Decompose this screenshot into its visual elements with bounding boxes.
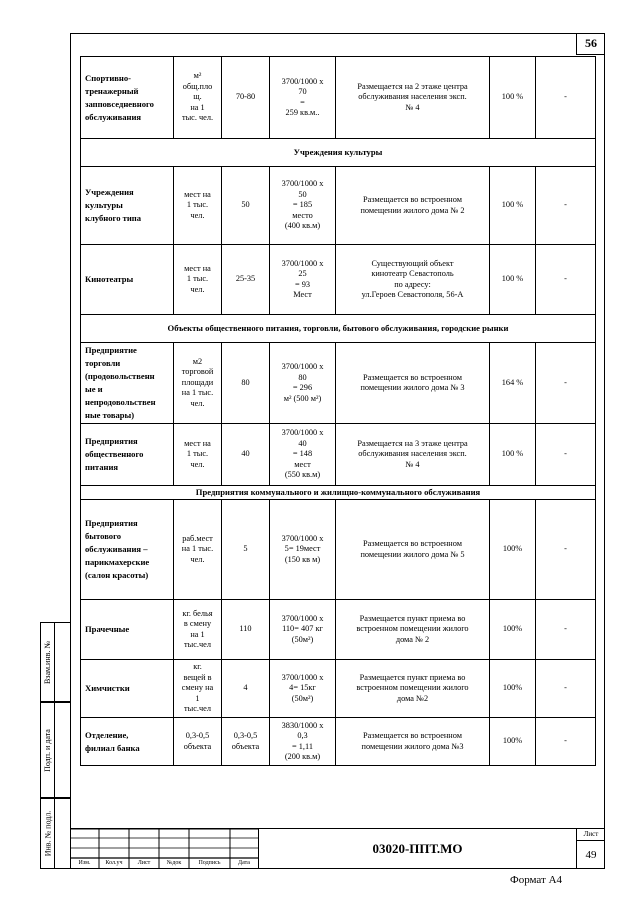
unit-cell-line: мест на <box>184 189 211 199</box>
placement-cell <box>336 424 490 486</box>
facility-name-line: Предприятия <box>85 436 138 446</box>
calculation-cell-line: (200 кв.м) <box>284 752 321 761</box>
unit-cell <box>174 424 222 486</box>
norm-cell: 25-35 <box>222 245 270 315</box>
unit-cell-line: 0,3-0,5 <box>185 731 210 740</box>
facility-name-line: торговли <box>85 358 121 368</box>
note-cell: - <box>536 500 596 600</box>
placement-cell <box>336 500 490 600</box>
section-row <box>81 486 596 500</box>
facility-name-line: общественного <box>85 449 144 459</box>
calculation-cell-line: 3700/1000 х <box>281 672 324 682</box>
unit-cell-line: тыс.чел <box>184 704 211 714</box>
unit-cell-line: в смену <box>183 619 212 628</box>
facility-name-line: тренажерный <box>85 85 139 96</box>
placement-cell-line: Размещается во встроенном <box>362 195 462 204</box>
facility-name <box>81 660 174 718</box>
placement-cell <box>336 245 490 315</box>
calculation-cell <box>270 57 336 139</box>
section-title: Предприятия коммунального и жилищно-коммунального обслуживания <box>81 486 596 500</box>
placement-cell-line: Размещается во встроенном <box>362 539 462 548</box>
note-cell: - <box>536 343 596 424</box>
placement-cell-line: Размещается пункт приема во <box>359 613 466 623</box>
calculation-cell-line: место <box>292 210 313 220</box>
provision-percent: 100% <box>490 600 536 660</box>
calculation-cell-line: 80 <box>298 372 307 382</box>
provision-percent: 100% <box>490 660 536 718</box>
placement-cell-line: Размещается во встроенном <box>362 372 462 382</box>
placement-cell-line: Размещается на 2 этаже центра <box>357 81 468 91</box>
placement-cell-line: дома № 2 <box>395 634 430 644</box>
document-code: 03020-ППТ.МО <box>258 828 576 869</box>
calculation-cell-line: = 93 <box>294 279 311 289</box>
placement-cell-line: дома №2 <box>396 693 429 703</box>
calculation-cell-line: 3700/1000 х <box>281 76 324 86</box>
calculation-cell <box>270 343 336 424</box>
facility-name-line: Спортивно- <box>85 72 132 83</box>
norm-cell: 0,3-0,5 объекта <box>222 718 270 766</box>
calculation-cell-line: 40 <box>298 438 307 448</box>
calculation-cell-line: 3700/1000 х <box>281 362 324 371</box>
facility-name-line: питания <box>85 462 119 472</box>
facility-name-line: филиал банка <box>85 742 140 753</box>
provision-percent: 100 % <box>490 167 536 245</box>
section-row <box>81 315 596 343</box>
facility-name-line: бытового <box>85 531 122 541</box>
calculation-cell-line: м² (500 м²) <box>283 393 322 403</box>
table-row <box>81 167 596 245</box>
facility-name-line: Предприятие <box>85 345 137 355</box>
calculation-cell-line: (550 кв.м) <box>284 470 321 480</box>
stamp-vzam-inv <box>40 622 70 702</box>
note-cell: - <box>536 424 596 486</box>
unit-cell-line: тыс. чел. <box>181 113 214 123</box>
provision-percent: 100 % <box>490 245 536 315</box>
table-row <box>81 245 596 315</box>
table-row <box>81 343 596 424</box>
facility-name <box>81 245 174 315</box>
facility-name <box>81 167 174 245</box>
sheet-box <box>576 828 605 869</box>
facility-name-line: Прачечные <box>85 624 130 634</box>
placement-cell <box>336 167 490 245</box>
unit-cell <box>174 660 222 718</box>
unit-cell-line: кг. белья <box>182 608 213 618</box>
provision-percent: 100% <box>490 500 536 600</box>
section-title: Объекты общественного питания, торговли, бытового обслуживания, городские рынки <box>81 315 596 343</box>
norm-cell: 50 <box>222 167 270 245</box>
note-cell: - <box>536 600 596 660</box>
table-row <box>81 600 596 660</box>
calculation-cell-line: (400 кв.м) <box>284 221 321 231</box>
title-block-column-header: №док <box>166 860 182 866</box>
sheet-label: Лист <box>577 829 605 841</box>
facility-name-line: непродовольствен <box>85 397 156 407</box>
placement-cell-line: № 4 <box>405 459 420 469</box>
calculation-cell-line: 5= 19мест <box>284 544 321 554</box>
title-block-column-header: Изм. <box>78 860 91 866</box>
facility-name-line: (салон красоты) <box>85 570 149 580</box>
unit-cell-line: на 1 <box>190 102 205 112</box>
unit-cell-line: раб.мест <box>182 533 213 543</box>
title-block-column-header: Лист <box>137 860 151 866</box>
table-row <box>81 424 596 486</box>
calculation-cell-line: = 296 <box>292 383 313 392</box>
placement-cell-line: № 4 <box>405 102 420 112</box>
stamp-podp-data <box>40 702 70 798</box>
format-label: Формат А4 <box>510 874 563 886</box>
unit-cell-line: чел. <box>190 459 205 469</box>
unit-cell-line: площади <box>181 377 214 387</box>
unit-cell-line: щ. <box>193 92 202 102</box>
norm-cell: 5 <box>222 500 270 600</box>
provision-percent: 164 % <box>490 343 536 424</box>
placement-cell <box>336 718 490 766</box>
title-block-column-header: Подпись <box>198 860 221 866</box>
calculation-cell <box>270 600 336 660</box>
calculation-cell-line: 50 <box>298 189 307 199</box>
placement-cell-line: Размещается на 3 этаже центра <box>357 438 468 448</box>
section-title: Учреждения культуры <box>81 139 596 167</box>
calculation-cell-line: = 185 <box>292 200 313 210</box>
facility-name-line: Химчистки <box>85 683 130 693</box>
calculation-cell-line: 110= 407 кг <box>282 624 323 634</box>
stamp-inv-podl <box>40 798 70 869</box>
unit-cell <box>174 245 222 315</box>
note-cell: - <box>536 660 596 718</box>
unit-cell-line: чел. <box>190 284 205 294</box>
facility-name <box>81 500 174 600</box>
unit-cell-line: тыс.чел <box>184 640 211 649</box>
facility-name-line: Предприятия <box>85 518 138 528</box>
placement-cell <box>336 57 490 139</box>
placement-cell-line: кинотеатр Севастополь <box>371 269 454 278</box>
facility-name-line: запповседневного <box>85 98 154 109</box>
placement-cell-line: встроенном помещении жилого <box>356 683 469 693</box>
placement-cell-line: обслуживания населения эксп. <box>358 92 467 102</box>
unit-cell <box>174 718 222 766</box>
placement-cell-line: Существующий объект <box>371 258 454 268</box>
calculation-cell-line: 3700/1000 х <box>281 258 324 268</box>
calculation-cell-line: 70 <box>298 87 307 96</box>
unit-cell-line: смену на <box>181 683 214 693</box>
placement-cell-line: помещении жилого дома № 2 <box>360 205 465 215</box>
facilities-table <box>80 56 596 766</box>
calculation-cell-line: 3700/1000 х <box>281 613 324 623</box>
placement-cell-line: помещении жилого дома № 3 <box>360 383 465 392</box>
placement-cell <box>336 343 490 424</box>
facility-name-line: Кинотеатры <box>85 274 134 284</box>
calculation-cell <box>270 500 336 600</box>
calculation-cell-line: 3700/1000 х <box>281 179 324 189</box>
unit-cell-line: чел. <box>190 210 205 220</box>
norm-cell: 40 <box>222 424 270 486</box>
placement-cell-line: обслуживания населения эксп. <box>358 449 467 459</box>
calculation-cell-line: (50м²) <box>291 634 314 644</box>
unit-cell-line: мест на <box>184 438 211 448</box>
norm-cell: 110 <box>222 600 270 660</box>
calculation-cell-line: = 148 <box>292 449 313 459</box>
unit-cell-line: на 1 <box>190 629 205 639</box>
page-number: 56 <box>576 33 605 55</box>
facility-name <box>81 343 174 424</box>
placement-cell-line: помещении жилого дома № 5 <box>360 549 465 559</box>
calculation-cell <box>270 245 336 315</box>
facility-name-line: обслуживания – <box>85 544 148 554</box>
calculation-cell <box>270 424 336 486</box>
provision-percent: 100 % <box>490 57 536 139</box>
facility-name-line: (продовольственн <box>85 371 155 381</box>
note-cell: - <box>536 245 596 315</box>
unit-cell-line: 1 тыс. <box>186 274 209 284</box>
provision-percent: 100 % <box>490 424 536 486</box>
calculation-cell-line: = 1,11 <box>292 741 313 751</box>
unit-cell-line: 1 тыс. <box>186 449 209 459</box>
title-block-column-header: Дата <box>238 860 250 866</box>
unit-cell-line: м² <box>193 71 202 81</box>
unit-cell-line: общ.пло <box>182 81 213 91</box>
facility-name-line: ые и <box>85 384 103 394</box>
table-row <box>81 57 596 139</box>
calculation-cell-line: = <box>300 97 305 107</box>
note-cell: - <box>536 57 596 139</box>
norm-cell: 80 <box>222 343 270 424</box>
facility-name <box>81 424 174 486</box>
unit-cell <box>174 57 222 139</box>
calculation-cell-line: 3700/1000 х <box>281 428 324 438</box>
calculation-cell <box>270 660 336 718</box>
table-row <box>81 718 596 766</box>
placement-cell-line: Размещается во встроенном <box>362 731 462 740</box>
stamp-inv-label: Инв. № подл. <box>43 810 52 857</box>
unit-cell <box>174 343 222 424</box>
facility-name-line: парикмахерские <box>85 557 150 567</box>
facility-name-line: ные товары) <box>85 410 135 420</box>
facility-name <box>81 600 174 660</box>
note-cell: - <box>536 718 596 766</box>
sheet-number: 49 <box>585 849 597 861</box>
norm-cell: 4 <box>222 660 270 718</box>
calculation-cell-line: 0,3 <box>297 731 308 740</box>
unit-cell-line: объекта <box>183 741 212 751</box>
unit-cell <box>174 167 222 245</box>
provision-percent: 100% <box>490 718 536 766</box>
unit-cell-line: м2 <box>192 356 203 366</box>
facility-name-line: клубного типа <box>85 213 142 223</box>
norm-cell: 70-80 <box>222 57 270 139</box>
calculation-cell-line: 3700/1000 х <box>281 533 324 543</box>
unit-cell-line: 1 <box>195 693 200 703</box>
note-cell: - <box>536 167 596 245</box>
facility-name-line: обслуживания <box>85 111 142 122</box>
unit-cell-line: на 1 тыс. <box>181 544 214 554</box>
calculation-cell-line: (50м²) <box>291 693 314 703</box>
unit-cell-line: мест на <box>184 263 211 273</box>
calculation-cell-line: 4= 15кг <box>289 683 316 693</box>
placement-cell-line: по адресу: <box>394 279 431 289</box>
unit-cell-line: на 1 тыс. <box>181 388 214 398</box>
table-row <box>81 660 596 718</box>
stamp-vzam-label: Взам.инв. № <box>43 640 52 684</box>
unit-cell <box>174 500 222 600</box>
placement-cell-line: встроенном помещении жилого <box>356 624 469 634</box>
table-row <box>81 500 596 600</box>
calculation-cell-line: мест <box>294 459 311 469</box>
calculation-cell-line: 259 кв.м.. <box>285 108 320 117</box>
stamp-podp-label: Подп. и дата <box>43 728 52 772</box>
calculation-cell-line: (150 кв м) <box>284 554 321 564</box>
calculation-cell-line: Мест <box>293 290 312 299</box>
unit-cell-line: вещей в <box>183 672 212 682</box>
title-block-column-header: Кол.уч <box>105 860 123 866</box>
placement-cell <box>336 660 490 718</box>
calculation-cell <box>270 167 336 245</box>
section-row <box>81 139 596 167</box>
unit-cell-line: чел. <box>190 398 205 408</box>
facility-name <box>81 718 174 766</box>
unit-cell-line: кг. <box>193 662 202 672</box>
facility-name-line: Учреждения <box>85 187 134 197</box>
placement-cell-line: Размещается пункт приема во <box>359 672 466 682</box>
unit-cell <box>174 600 222 660</box>
facility-name <box>81 57 174 139</box>
placement-cell-line: помещении жилого дома №3 <box>361 741 464 751</box>
unit-cell-line: торговой <box>181 367 214 377</box>
facility-name-line: Отделение, <box>85 729 129 740</box>
facility-name-line: культуры <box>85 200 123 210</box>
placement-cell-line: ул.Героев Севастополя, 56-А <box>361 290 464 299</box>
calculation-cell <box>270 718 336 766</box>
placement-cell <box>336 600 490 660</box>
unit-cell-line: 1 тыс. <box>186 200 209 210</box>
calculation-cell-line: 25 <box>298 269 307 278</box>
unit-cell-line: чел. <box>190 554 205 564</box>
calculation-cell-line: 3830/1000 х <box>281 720 324 730</box>
